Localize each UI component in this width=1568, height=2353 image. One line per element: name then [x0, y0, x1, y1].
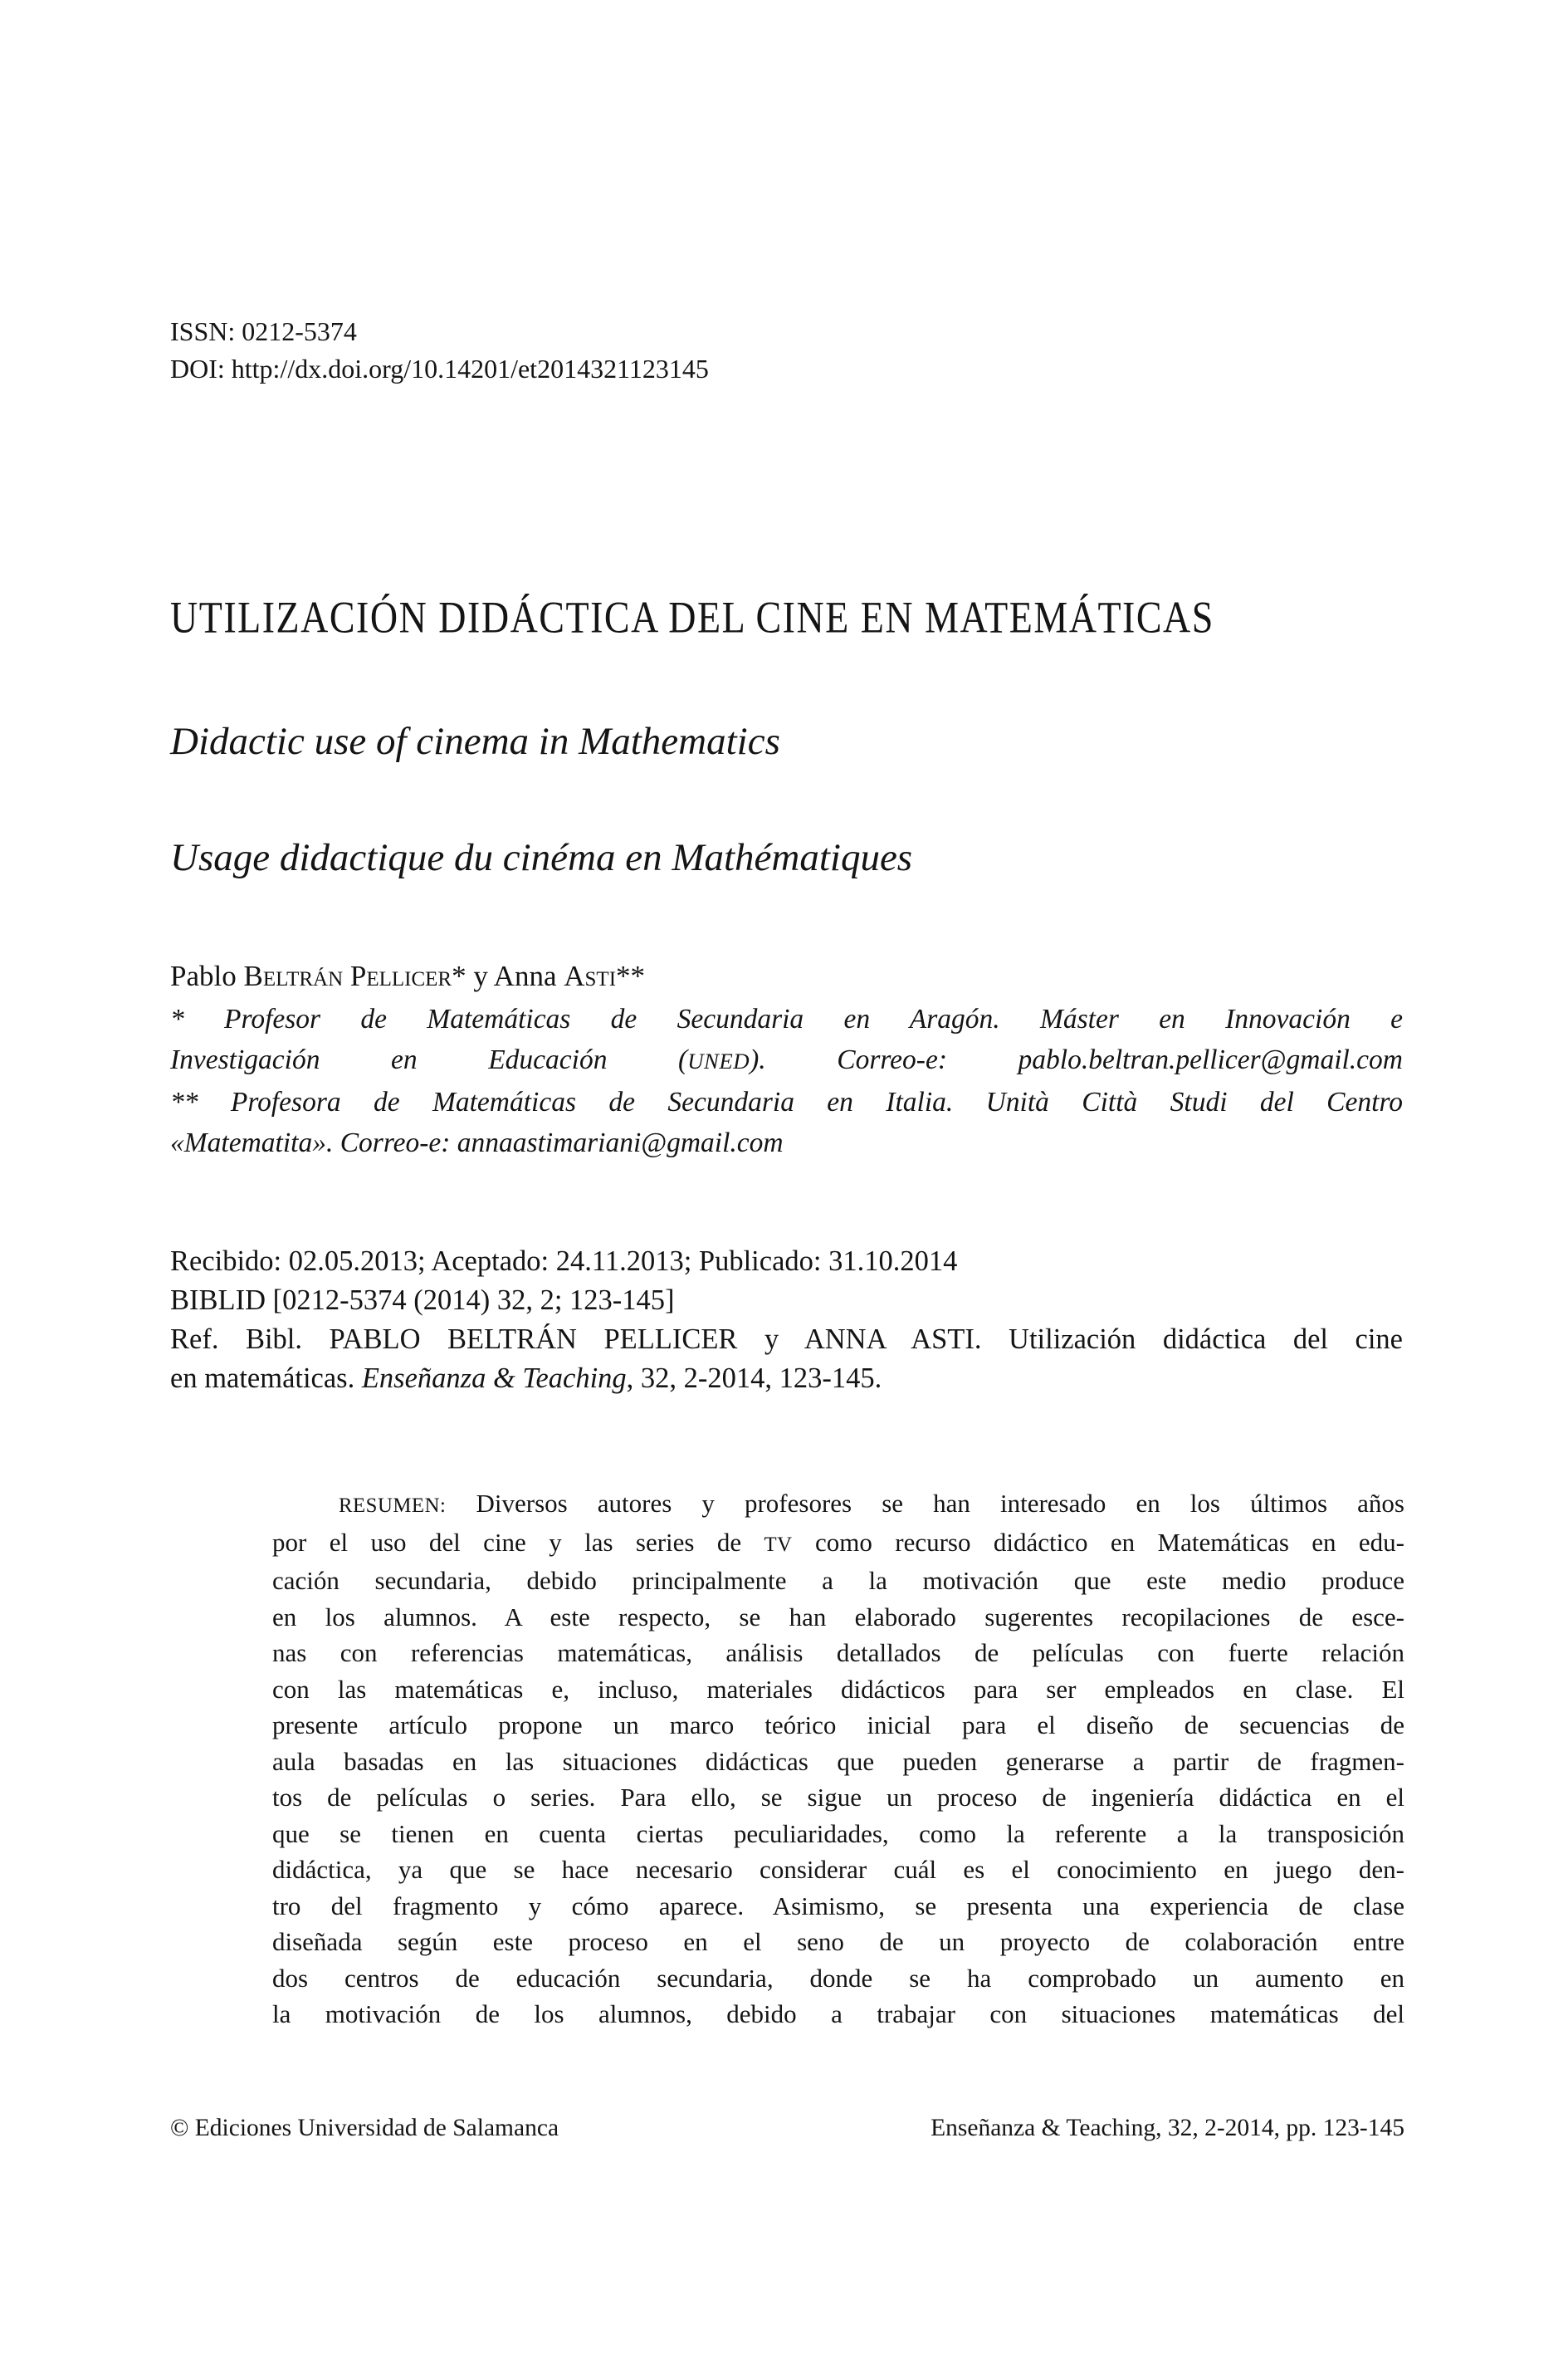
abstract-line [272, 1485, 1404, 1524]
abstract-line: tos de películas o series. Para ello, se sigue un proceso de ingeniería didáctica en el [272, 1783, 1404, 1812]
abstract-line: aula basadas en las situaciones didácticas que pueden generarse a partir de fragmen- [272, 1746, 1404, 1776]
author-first-name: Pablo [170, 960, 244, 992]
affiliation-1-line-2 [170, 1040, 1403, 1082]
affiliation-1-email: ). Correo-e: pablo.beltran.pellicer@gmail.com [750, 1044, 1403, 1075]
abstract-line-1-rest: Diversos autores y profesores se han interesado en los últimos años [446, 1489, 1404, 1518]
abstract-line-2-pre: por el uso del cine y las series de [272, 1527, 764, 1557]
citation-block [170, 1242, 1403, 1398]
abstract-line: presente artículo propone un marco teórico inicial para el diseño de secuencias de [272, 1710, 1404, 1739]
abstract-line [272, 1524, 1404, 1563]
authors-line [170, 960, 645, 993]
abstract-line: con las matemáticas e, incluso, materiales didácticos para ser empleados en clase. El [272, 1674, 1404, 1704]
affiliation-2-line-1: ** Profesora de Matemáticas de Secundaria en Italia. Unità Città Studi del Centro [170, 1087, 1403, 1118]
author-surname: Beltrán Pellicer [243, 960, 452, 992]
reference-line-2 [170, 1359, 1403, 1398]
abstract-line: en los alumnos. A este respecto, se han elaborado sugerentes recopilaciones de esce- [272, 1602, 1404, 1631]
affiliation-2-line-2: «Matematita». Correo-e: annaastimariani@gmail.com [170, 1128, 784, 1158]
subtitle-french: Usage didactique du cinéma en Mathématiques [170, 836, 913, 879]
subtitle-english: Didactic use of cinema in Mathematics [170, 720, 780, 763]
reference-line-1: Ref. Bibl. PABLO BELTRÁN PELLICER y ANNA ASTI. Utilización didáctica del cine [170, 1323, 1403, 1355]
resumen-label: RESUMEN: [339, 1494, 447, 1517]
footer-copyright: © Ediciones Universidad de Salamanca [170, 2115, 559, 2141]
abstract-line: que se tienen en cuenta ciertas peculiaridades, como la referente a la transposición [272, 1818, 1404, 1848]
abstract-line: nas con referencias matemáticas, análisis detallados de películas con fuerte relación [272, 1638, 1404, 1667]
abstract-line: cación secundaria, debido principalmente a la motivación que este medio produce [272, 1566, 1404, 1595]
author-mark-and-connector: * y Anna [452, 960, 564, 992]
abstract-line: tro del fragmento y cómo aparece. Asimismo, se presenta una experiencia de clase [272, 1891, 1404, 1920]
abstract-line-2-post: como recurso didáctico en Matemáticas en edu- [792, 1527, 1404, 1557]
tv-smallcaps: TV [764, 1533, 793, 1556]
biblid-line: BIBLID [0212-5374 (2014) 32, 2; 123-145] [170, 1284, 675, 1316]
affiliation-1-line-2-pre: Investigación en Educación ( [170, 1044, 688, 1075]
issn-line: ISSN: 0212-5374 [170, 316, 357, 346]
abstract-line: la motivación de los alumnos, debido a trabajar con situaciones matemáticas del [272, 1999, 1404, 2028]
footer-journal-reference: Enseñanza & Teaching, 32, 2-2014, pp. 123-145 [931, 2115, 1404, 2141]
uned-smallcaps: UNED [687, 1049, 750, 1074]
abstract-line: dos centros de educación secundaria, donde se ha comprobado un aumento en [272, 1963, 1404, 1993]
reference-line-2-pre: en matemáticas. [170, 1362, 362, 1394]
abstract-paragraph [272, 1485, 1404, 2033]
doi-line: DOI: http://dx.doi.org/10.14201/et2014321123145 [170, 354, 709, 384]
received-accepted-published-line: Recibido: 02.05.2013; Aceptado: 24.11.2013; Publicado: 31.10.2014 [170, 1245, 958, 1277]
coauthor-mark: ** [616, 960, 646, 992]
coauthor-surname: Asti [564, 960, 617, 992]
journal-name-italic: Enseñanza & Teaching [361, 1362, 627, 1394]
journal-meta [170, 313, 709, 388]
reference-line-2-post: , 32, 2-2014, 123-145. [626, 1362, 882, 1394]
abstract-line: diseñada según este proceso en el seno de un proyecto de colaboración entre [272, 1927, 1404, 1956]
article-title: UTILIZACIÓN DIDÁCTICA DEL CINE EN MATEMÁTICAS [170, 592, 1214, 643]
affiliation-1-line-1: * Profesor de Matemáticas de Secundaria en Aragón. Máster en Innovación e [170, 1004, 1403, 1035]
affiliations [170, 999, 1403, 1163]
abstract-line: didáctica, ya que se hace necesario considerar cuál es el conocimiento en juego den- [272, 1855, 1404, 1884]
